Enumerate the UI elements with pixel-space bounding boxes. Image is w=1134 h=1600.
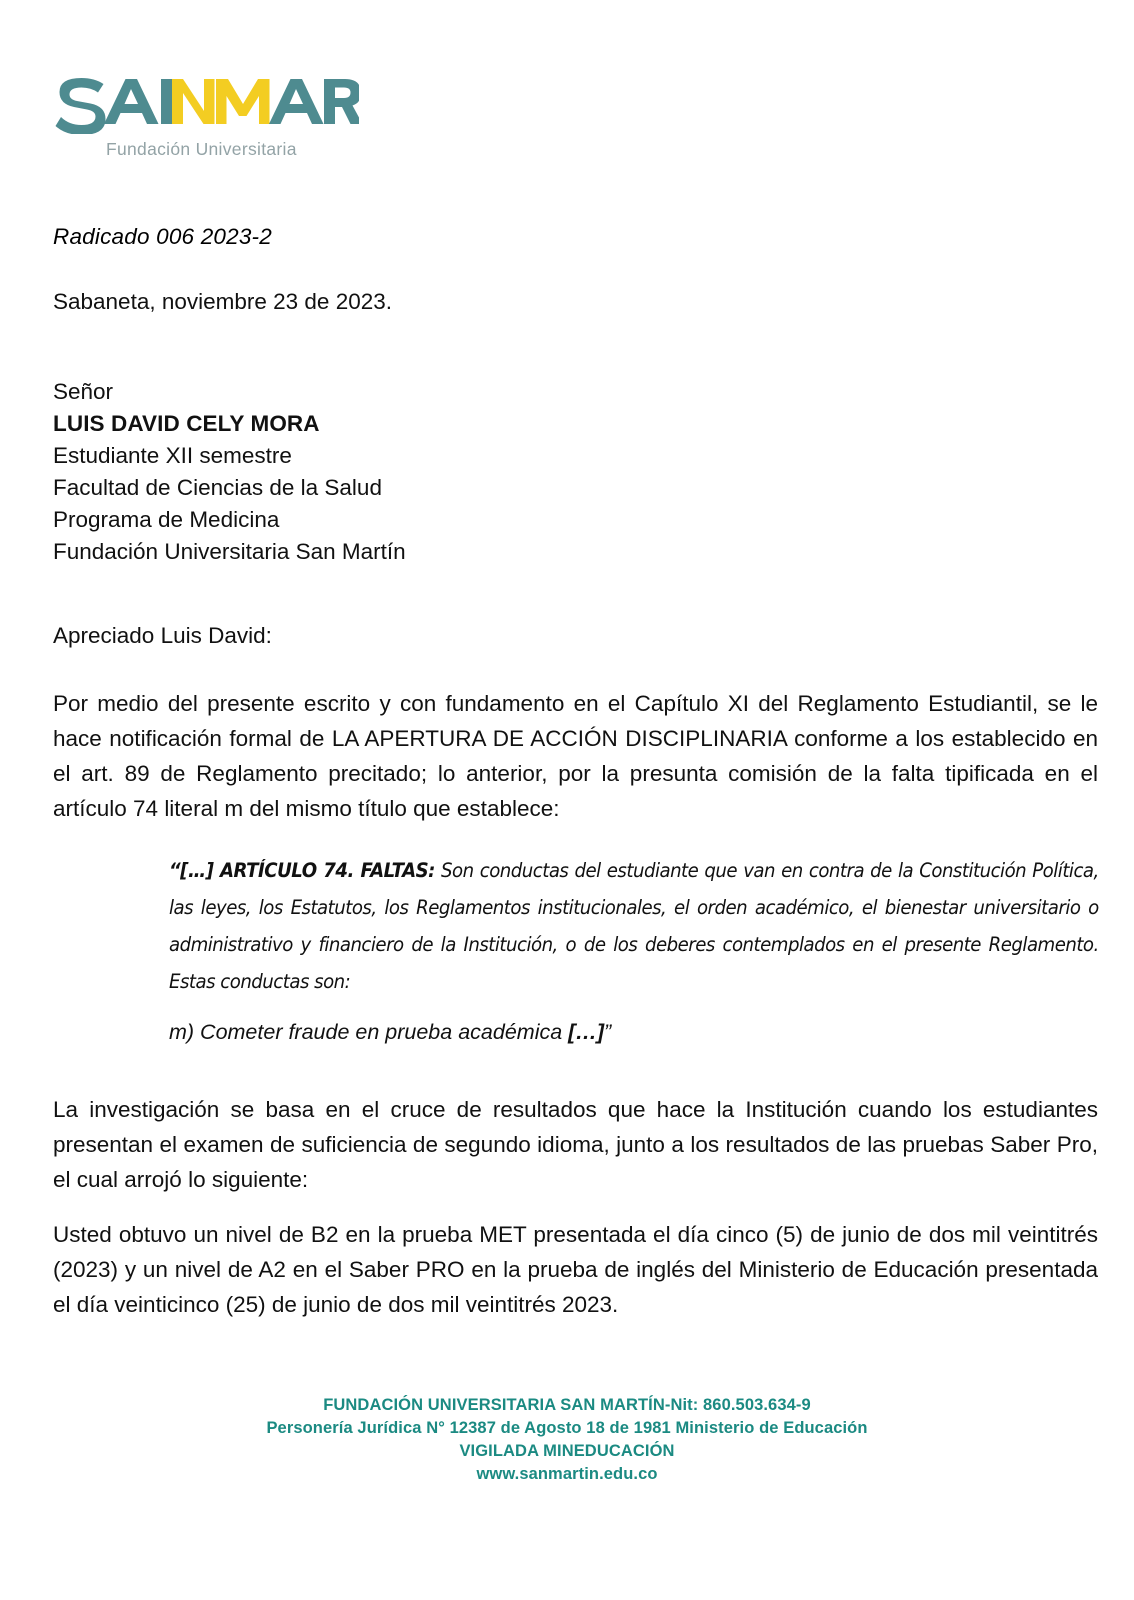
place-date-line: Sabaneta, noviembre 23 de 2023. [53, 289, 393, 314]
institution-logo [54, 78, 374, 160]
quoted-article-heading: “[…] ARTÍCULO 74. FALTAS: [169, 859, 435, 882]
addressee-salutation: Señor [53, 379, 114, 404]
sanmartin-wordmark-icon [54, 78, 359, 134]
addressee-semester: Estudiante XII semestre [53, 443, 292, 468]
footer-line-website[interactable]: www.sanmartin.edu.co [476, 1465, 658, 1483]
paragraph-investigation: La investigación se basa en el cruce de resultados que hace la Institución cuando los estudiantes presentan el examen de suficiencia de segundo idioma, junto a los resultados de las pruebas Saber Pro, el cual arrojó lo siguiente: [53, 1097, 1098, 1192]
paragraph-notification: Por medio del presente escrito y con fundamento en el Capítulo XI del Reglamento Estudiantil, se le hace notificación formal de LA APERTURA DE ACCIÓN DISCIPLINARIA conforme a los establecido en el art. 89 de Reglamento precitado; lo anterior, por la presunta comisión de la falta tipificada en el artículo 74 literal m del mismo título que establece: [53, 691, 1098, 821]
addressee-program: Programa de Medicina [53, 507, 280, 532]
addressee-faculty: Facultad de Ciencias de la Salud [53, 475, 382, 500]
quoted-item-text: m) Cometer fraude en prueba académica [169, 1020, 569, 1044]
quoted-item-closing-quote: ” [603, 1020, 612, 1044]
logo-subtitle: Fundación Universitaria [106, 139, 297, 159]
greeting-line: Apreciado Luis David: [53, 623, 272, 648]
radicado-line: Radicado 006 2023-2 [53, 224, 272, 249]
addressee-institution: Fundación Universitaria San Martín [53, 539, 406, 564]
quoted-article-body: Son conductas del estudiante que van en contra de la Constitución Política, las leyes, los Estatutos, los Reglamentos institucionales, el orden académico, el bienestar universitario o administrativo y financiero de la Institución, o de los deberes contemplados en el presente Reglamento. Estas conductas son: [169, 859, 1099, 993]
footer-line-personeria: Personería Jurídica N° 12387 de Agosto 18 de 1981 Ministerio de Educación [266, 1419, 868, 1437]
addressee-name: LUIS DAVID CELY MORA [53, 411, 320, 436]
footer-line-nit: FUNDACIÓN UNIVERSITARIA SAN MARTÍN-Nit: 860.503.634-9 [323, 1396, 811, 1414]
letter-body [53, 222, 1098, 1322]
quoted-item-ellipsis: […] [568, 1020, 604, 1044]
quoted-article-text [169, 852, 1099, 1000]
footer-line-vigilada: VIGILADA MINEDUCACIÓN [459, 1442, 675, 1460]
document-footer [0, 1394, 1134, 1486]
paragraph-results: Usted obtuvo un nivel de B2 en la prueba MET presentada el día cinco (5) de junio de dos mil veintitrés (2023) y un nivel de A2 en el Saber PRO en la prueba de inglés del Ministerio de Educación presentada el día veinticinco (25) de junio de dos mil veintitrés 2023. [53, 1222, 1098, 1317]
quoted-article-block [169, 852, 1099, 1048]
addressee-block [53, 376, 1098, 568]
quoted-article-item [169, 1016, 1099, 1048]
